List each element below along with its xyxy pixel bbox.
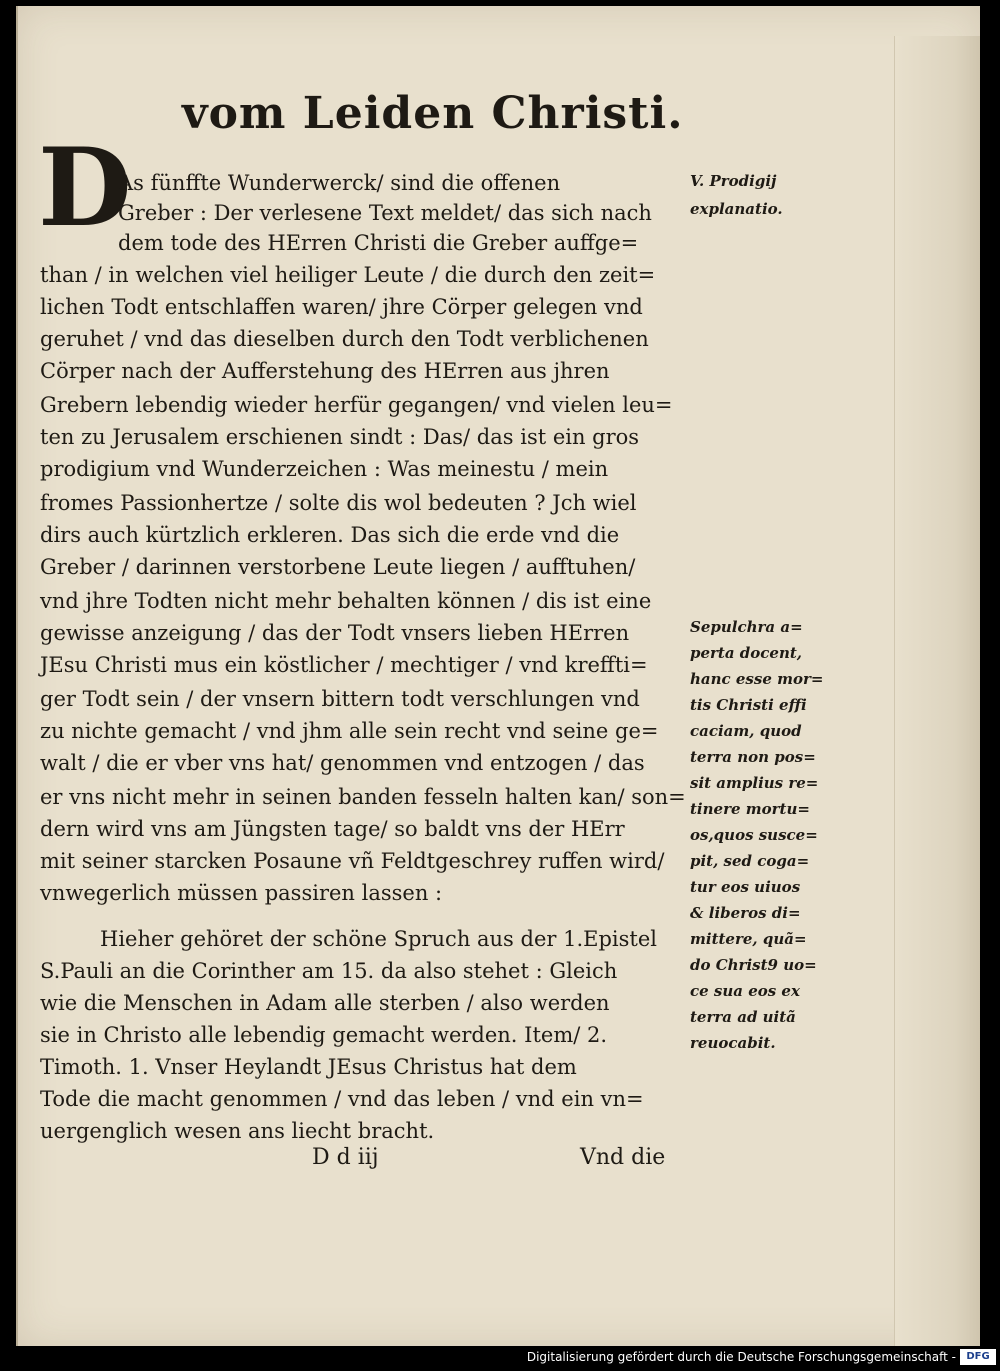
- text-line: mit seiner starcken Posaune vñ Feldtgeschrey ruffen wird/: [40, 849, 665, 873]
- margin-note-line: caciam, quod: [690, 722, 802, 740]
- text-line: dem tode des HErren Christi die Greber auffge=: [118, 231, 639, 255]
- text-line: JEsu Christi mus ein köstlicher / mechtiger / vnd kreffti=: [40, 653, 648, 677]
- text-line: S.Pauli an die Corinther am 15. da also stehet : Gleich: [40, 959, 618, 983]
- text-line: dirs auch kürtzlich erkleren. Das sich die erde vnd die: [40, 523, 620, 547]
- margin-note-line: tur eos uiuos: [690, 878, 801, 896]
- page-edge: [894, 36, 980, 1346]
- margin-note-line: pit, sed coga=: [690, 852, 810, 870]
- page-heading: vom Leiden Christi.: [182, 88, 684, 139]
- text-line: fromes Passionhertze / solte dis wol bedeuten ? Jch wiel: [40, 491, 637, 515]
- text-line: Cörper nach der Aufferstehung des HErren aus jhren: [40, 359, 610, 383]
- text-line: vnd jhre Todten nicht mehr behalten können / dis ist eine: [40, 589, 652, 613]
- text-line: wie die Menschen in Adam alle sterben / also werden: [40, 991, 610, 1015]
- text-line: Grebern lebendig wieder herfür gegangen/ vnd vielen leu=: [40, 393, 673, 417]
- dfg-logo: DFG: [960, 1349, 996, 1365]
- margin-note-line: V. Prodigij: [690, 172, 777, 190]
- text-line: dern wird vns am Jüngsten tage/ so baldt vns der HErr: [40, 817, 625, 841]
- margin-note-line: sit amplius re=: [690, 774, 819, 792]
- margin-note-line: ce sua eos ex: [690, 982, 800, 1000]
- text-line: ger Todt sein / der vnsern bittern todt verschlungen vnd: [40, 687, 640, 711]
- text-line: walt / die er vber vns hat/ genommen vnd entzogen / das: [40, 751, 645, 775]
- text-line: Greber / darinnen verstorbene Leute liegen / aufftuhen/: [40, 555, 636, 579]
- text-line: gewisse anzeigung / das der Todt vnsers lieben HErren: [40, 621, 630, 645]
- text-line: vnwegerlich müssen passiren lassen :: [40, 881, 443, 905]
- text-line: geruhet / vnd das dieselben durch den Todt verblichenen: [40, 327, 649, 351]
- margin-note-line: & liberos di=: [690, 904, 801, 922]
- text-line: than / in welchen viel heiliger Leute / die durch den zeit=: [40, 263, 656, 287]
- text-line: ten zu Jerusalem erschienen sindt : Das/ das ist ein gros: [40, 425, 640, 449]
- margin-note-line: tinere mortu=: [690, 800, 810, 818]
- drop-cap-initial: D: [38, 125, 132, 251]
- margin-note-line: mittere, quã=: [690, 930, 807, 948]
- text-line: er vns nicht mehr in seinen banden fesseln halten kan/ son=: [40, 785, 686, 809]
- text-line: lichen Todt entschlaffen waren/ jhre Cörper gelegen vnd: [40, 295, 643, 319]
- text-line: Timoth. 1. Vnser Heylandt JEsus Christus hat dem: [40, 1055, 577, 1079]
- text-line: uergenglich wesen ans liecht bracht.: [40, 1119, 435, 1143]
- text-line: prodigium vnd Wunderzeichen : Was meinestu / mein: [40, 457, 609, 481]
- margin-note-line: reuocabit.: [690, 1034, 776, 1052]
- catchword: Vnd die: [580, 1145, 666, 1170]
- margin-note-line: terra ad uitã: [690, 1008, 796, 1026]
- text-line: sie in Christo alle lebendig gemacht werden. Item/ 2.: [40, 1023, 608, 1047]
- text-line: Tode die macht genommen / vnd das leben / vnd ein vn=: [40, 1087, 644, 1111]
- text-line: Hieher gehöret der schöne Spruch aus der 1.Epistel: [100, 927, 657, 951]
- signature-mark: D d iij: [312, 1145, 379, 1170]
- margin-note-line: perta docent,: [690, 644, 803, 662]
- text-line: Greber : Der verlesene Text meldet/ das sich nach: [118, 201, 652, 225]
- margin-note-line: hanc esse mor=: [690, 670, 824, 688]
- margin-note-line: terra non pos=: [690, 748, 816, 766]
- margin-note-line: Sepulchra a=: [690, 618, 803, 636]
- text-line: As fünffte Wunderwerck/ sind die offenen: [118, 171, 561, 195]
- text-line: zu nichte gemacht / vnd jhm alle sein recht vnd seine ge=: [40, 719, 659, 743]
- margin-note-line: do Christ9 uo=: [690, 956, 817, 974]
- margin-note-line: explanatio.: [690, 200, 783, 218]
- margin-note-line: os,quos susce=: [690, 826, 818, 844]
- footer-credit: Digitalisierung gefördert durch die Deutsche Forschungsgemeinschaft -: [526, 1350, 956, 1364]
- margin-note-line: tis Christi effi: [690, 696, 807, 714]
